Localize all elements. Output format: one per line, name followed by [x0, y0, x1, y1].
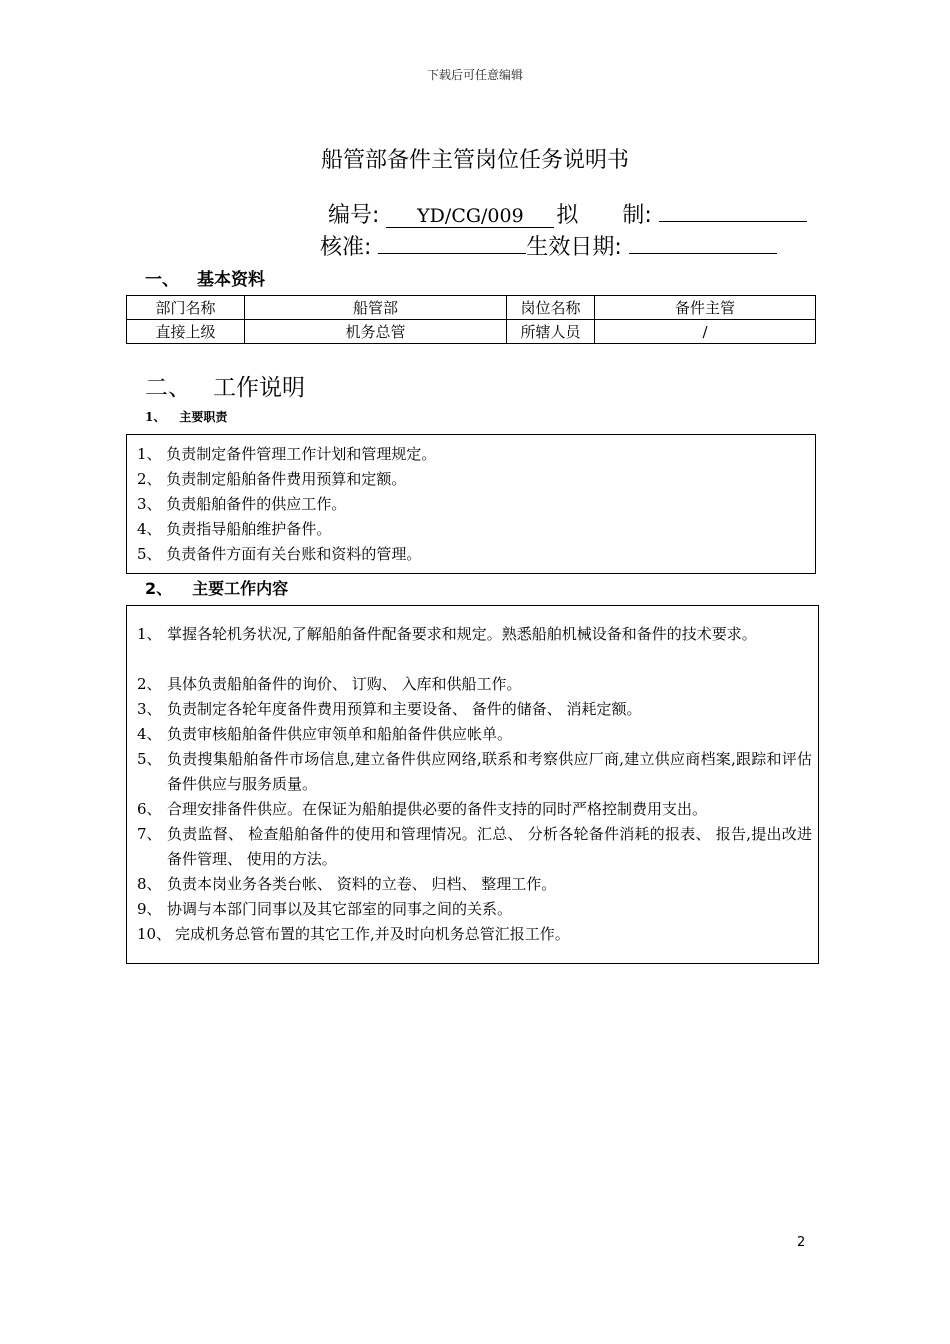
list-item	[137, 672, 812, 697]
item-text: 负责监督、 检查船舶备件的使用和管理情况。汇总、 分析各轮备件消耗的报表、 报告,提出改进备件管理、 使用的方法。	[167, 825, 812, 868]
list-item: 5、 负责备件方面有关台账和资料的管理。	[137, 545, 422, 563]
table-row	[127, 296, 816, 320]
item-text: 协调与本部门同事以及其它部室的同事之间的关系。	[167, 900, 513, 918]
header-note: 下载后可任意编辑	[426, 68, 523, 82]
list-item	[137, 797, 812, 822]
list-item: 3、 负责船舶备件的供应工作。	[137, 495, 347, 513]
item-number: 10、	[137, 925, 172, 943]
table-cell: /	[595, 320, 816, 344]
table-cell: 备件主管	[595, 296, 816, 320]
drafter-label: 拟 制:	[556, 203, 652, 228]
item-number: 5、	[137, 750, 162, 768]
subsection-title: 主要职责	[179, 410, 228, 424]
effective-date-value	[629, 253, 777, 254]
item-number: 7、	[137, 825, 162, 843]
list-item	[137, 897, 812, 922]
section-number: 二、	[145, 375, 191, 401]
list-item	[137, 922, 812, 947]
subsection-title: 主要工作内容	[192, 579, 289, 598]
meta-row-number	[328, 198, 807, 229]
item-text: 负责制定各轮年度备件费用预算和主要设备、 备件的储备、 消耗定额。	[167, 700, 642, 718]
list-item	[137, 872, 812, 897]
item-number: 1、	[137, 625, 162, 643]
table-cell: 岗位名称	[507, 296, 595, 320]
item-number: 6、	[137, 800, 162, 818]
drafter-value	[659, 221, 807, 222]
page-number: 2	[797, 1235, 806, 1250]
approver-label: 核准:	[320, 235, 372, 260]
item-number: 9、	[137, 900, 162, 918]
list-item: 2、 负责制定船舶备件费用预算和定额。	[137, 470, 407, 488]
table-cell: 直接上级	[127, 320, 245, 344]
subsection-number: 2、	[145, 579, 173, 598]
item-number: 4、	[137, 725, 162, 743]
effective-date-label: 生效日期:	[526, 235, 622, 260]
number-value: YD/CG/009	[386, 205, 554, 228]
table-cell: 船管部	[245, 296, 507, 320]
basic-info-table	[126, 295, 816, 344]
item-text: 负责搜集船舶备件市场信息,建立备件供应网络,联系和考察供应厂商,建立供应商档案,跟踪和评估备件供应与服务质量。	[167, 750, 812, 793]
list-item	[137, 722, 812, 747]
item-text: 掌握各轮机务状况,了解船舶备件配备要求和规定。熟悉船舶机械设备和备件的技术要求。	[167, 625, 757, 643]
item-number: 3、	[137, 700, 162, 718]
meta-row-approval	[320, 230, 777, 261]
section-work-description-heading	[145, 369, 305, 402]
section-number: 一、	[145, 270, 179, 290]
item-text: 合理安排备件供应。在保证为船舶提供必要的备件支持的同时严格控制费用支出。	[167, 800, 708, 818]
list-item: 4、 负责指导船舶维护备件。	[137, 520, 332, 538]
section-basic-info-heading	[145, 265, 265, 290]
list-item: 1、 负责制定备件管理工作计划和管理规定。	[137, 445, 437, 463]
item-text: 负责本岗业务各类台帐、 资料的立卷、 归档、 整理工作。	[167, 875, 557, 893]
list-item	[137, 697, 812, 722]
list-item	[137, 822, 812, 872]
item-number: 2、	[137, 675, 162, 693]
table-cell: 机务总管	[245, 320, 507, 344]
approver-value	[378, 253, 526, 254]
duties-heading	[145, 408, 227, 425]
table-cell: 所辖人员	[507, 320, 595, 344]
item-number: 8、	[137, 875, 162, 893]
list-item	[137, 747, 812, 797]
subsection-number: 1、	[145, 410, 166, 424]
table-cell: 部门名称	[127, 296, 245, 320]
table-row	[127, 320, 816, 344]
work-content-box	[126, 605, 819, 964]
item-text: 负责审核船舶备件供应审领单和船舶备件供应帐单。	[167, 725, 513, 743]
list-item	[137, 622, 812, 647]
work-content-heading	[145, 576, 288, 599]
number-label: 编号:	[328, 203, 380, 228]
item-text: 完成机务总管布置的其它工作,并及时向机务总管汇报工作。	[175, 925, 570, 943]
item-text: 具体负责船舶备件的询价、 订购、 入库和供船工作。	[167, 675, 522, 693]
document-title: 船管部备件主管岗位任务说明书	[320, 148, 629, 173]
duties-box	[126, 434, 816, 574]
section-title: 工作说明	[213, 375, 305, 401]
section-title: 基本资料	[197, 270, 265, 290]
